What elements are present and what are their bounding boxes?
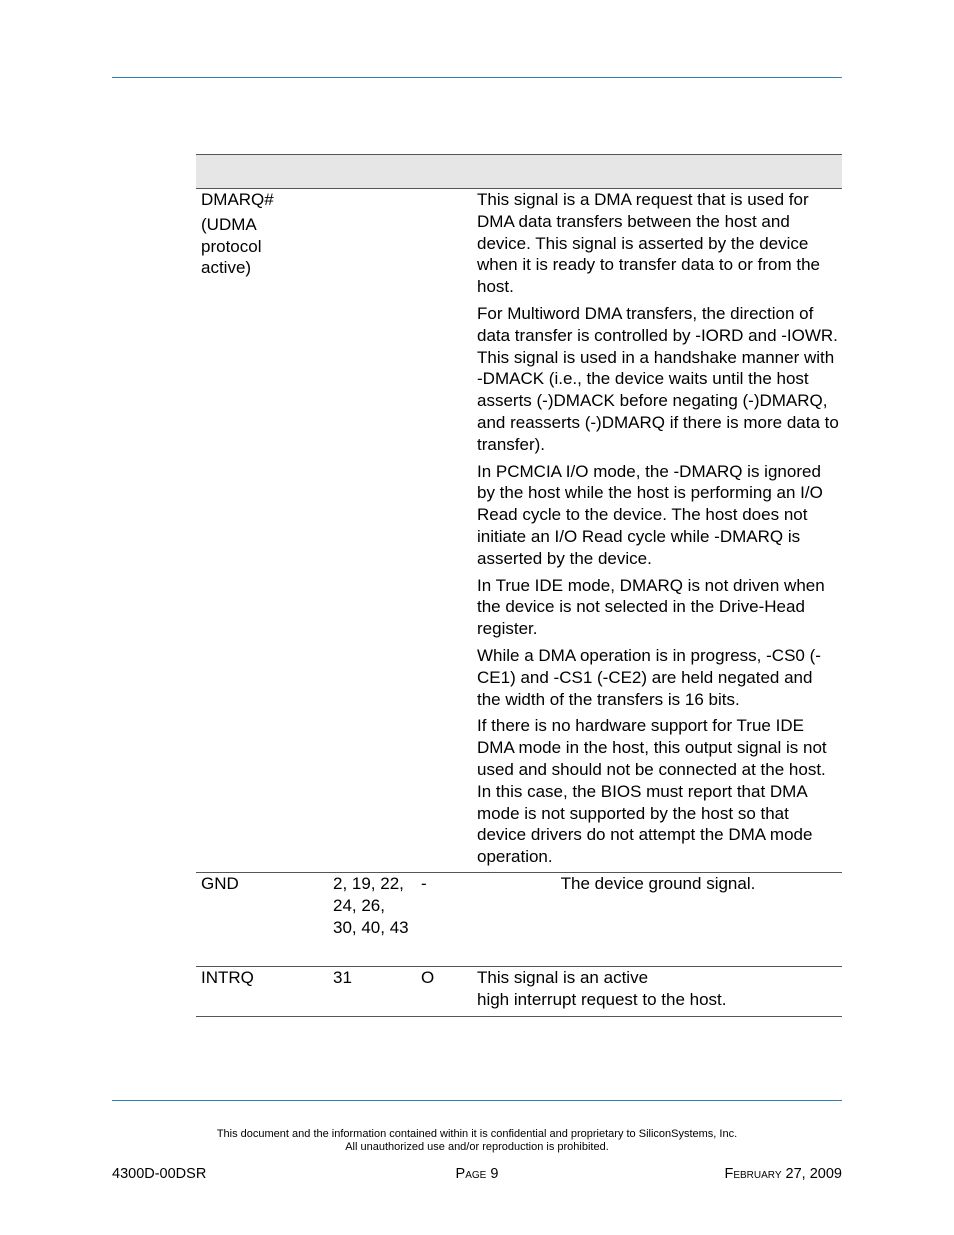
signal-table (196, 154, 842, 1017)
confidentiality-line: This document and the information contained within it is confidential and proprietary to SiliconSystems, Inc. (216, 1128, 738, 1140)
io-cell: O (421, 968, 435, 987)
signal-name: DMARQ# (201, 190, 274, 209)
description-cell (477, 189, 839, 873)
footer-rule (112, 1100, 842, 1101)
table-header-row (196, 154, 842, 189)
description-paragraph: While a DMA operation is in progress, -CS0 (-CE1) and -CS1 (-CE2) are held negated and the width of the transfers is 16 bits. (477, 645, 821, 709)
header-rule (112, 77, 842, 78)
page-number-value: 9 (490, 1166, 499, 1182)
date-month: February (724, 1166, 782, 1182)
confidentiality-notice (0, 1128, 954, 1154)
description-paragraph: This signal is a DMA request that is used for DMA data transfers between the host and device. This signal is asserted by the device when it is ready to transfer data to or from the host. (477, 190, 820, 297)
description-paragraph: In PCMCIA I/O mode, the -DMARQ is ignored by the host while the host is performing an I/O Read cycle to the device. The host does not initiate an I/O Read cycle while -DMARQ is asserted by the device. (477, 461, 823, 568)
table-row-dmarq (196, 189, 842, 873)
signal-name-cell (201, 189, 321, 282)
document-date (724, 1166, 842, 1182)
confidentiality-line: All unauthorized use and/or reproduction is prohibited. (345, 1141, 609, 1153)
document-number: 4300D-00DSR (112, 1166, 207, 1182)
pin-cell: 2, 19, 22, 24, 26, 30, 40, 43 (333, 874, 409, 937)
signal-name-note: (UDMA protocol active) (201, 214, 262, 278)
table-row-intrq (196, 967, 842, 1017)
signal-name: GND (201, 874, 239, 893)
pin-cell: 31 (333, 968, 352, 987)
description-paragraph: In True IDE mode, DMARQ is not driven when the device is not selected in the Drive-Head register. (477, 575, 825, 639)
description-cell (477, 967, 831, 1011)
description-line: high interrupt request to the host. (477, 989, 727, 1009)
description-paragraph: The device ground signal. (560, 874, 756, 893)
signal-name: INTRQ (201, 968, 254, 987)
description-paragraph: For Multiword DMA transfers, the direction of data transfer is controlled by -IORD and -IOWR. This signal is used in a handshake manner with -DMACK (i.e., the device waits until the host asserts (-)DMACK before negating (-)DMARQ, and reasserts (-)DMARQ if there is more data to transfer). (477, 303, 839, 454)
io-cell: - (421, 874, 427, 893)
page-label: Page (455, 1166, 487, 1182)
description-cell (477, 873, 839, 895)
description-line: This signal is an active (477, 968, 649, 987)
table-row-gnd (196, 873, 842, 967)
date-day-year: 27, 2009 (785, 1166, 842, 1182)
description-paragraph: If there is no hardware support for True IDE DMA mode in the host, this output signal is not used and should not be connected at the host. In this case, the BIOS must report that DMA mode is not supported by the host so that device drivers do not attempt the DMA mode operation. (477, 716, 827, 867)
